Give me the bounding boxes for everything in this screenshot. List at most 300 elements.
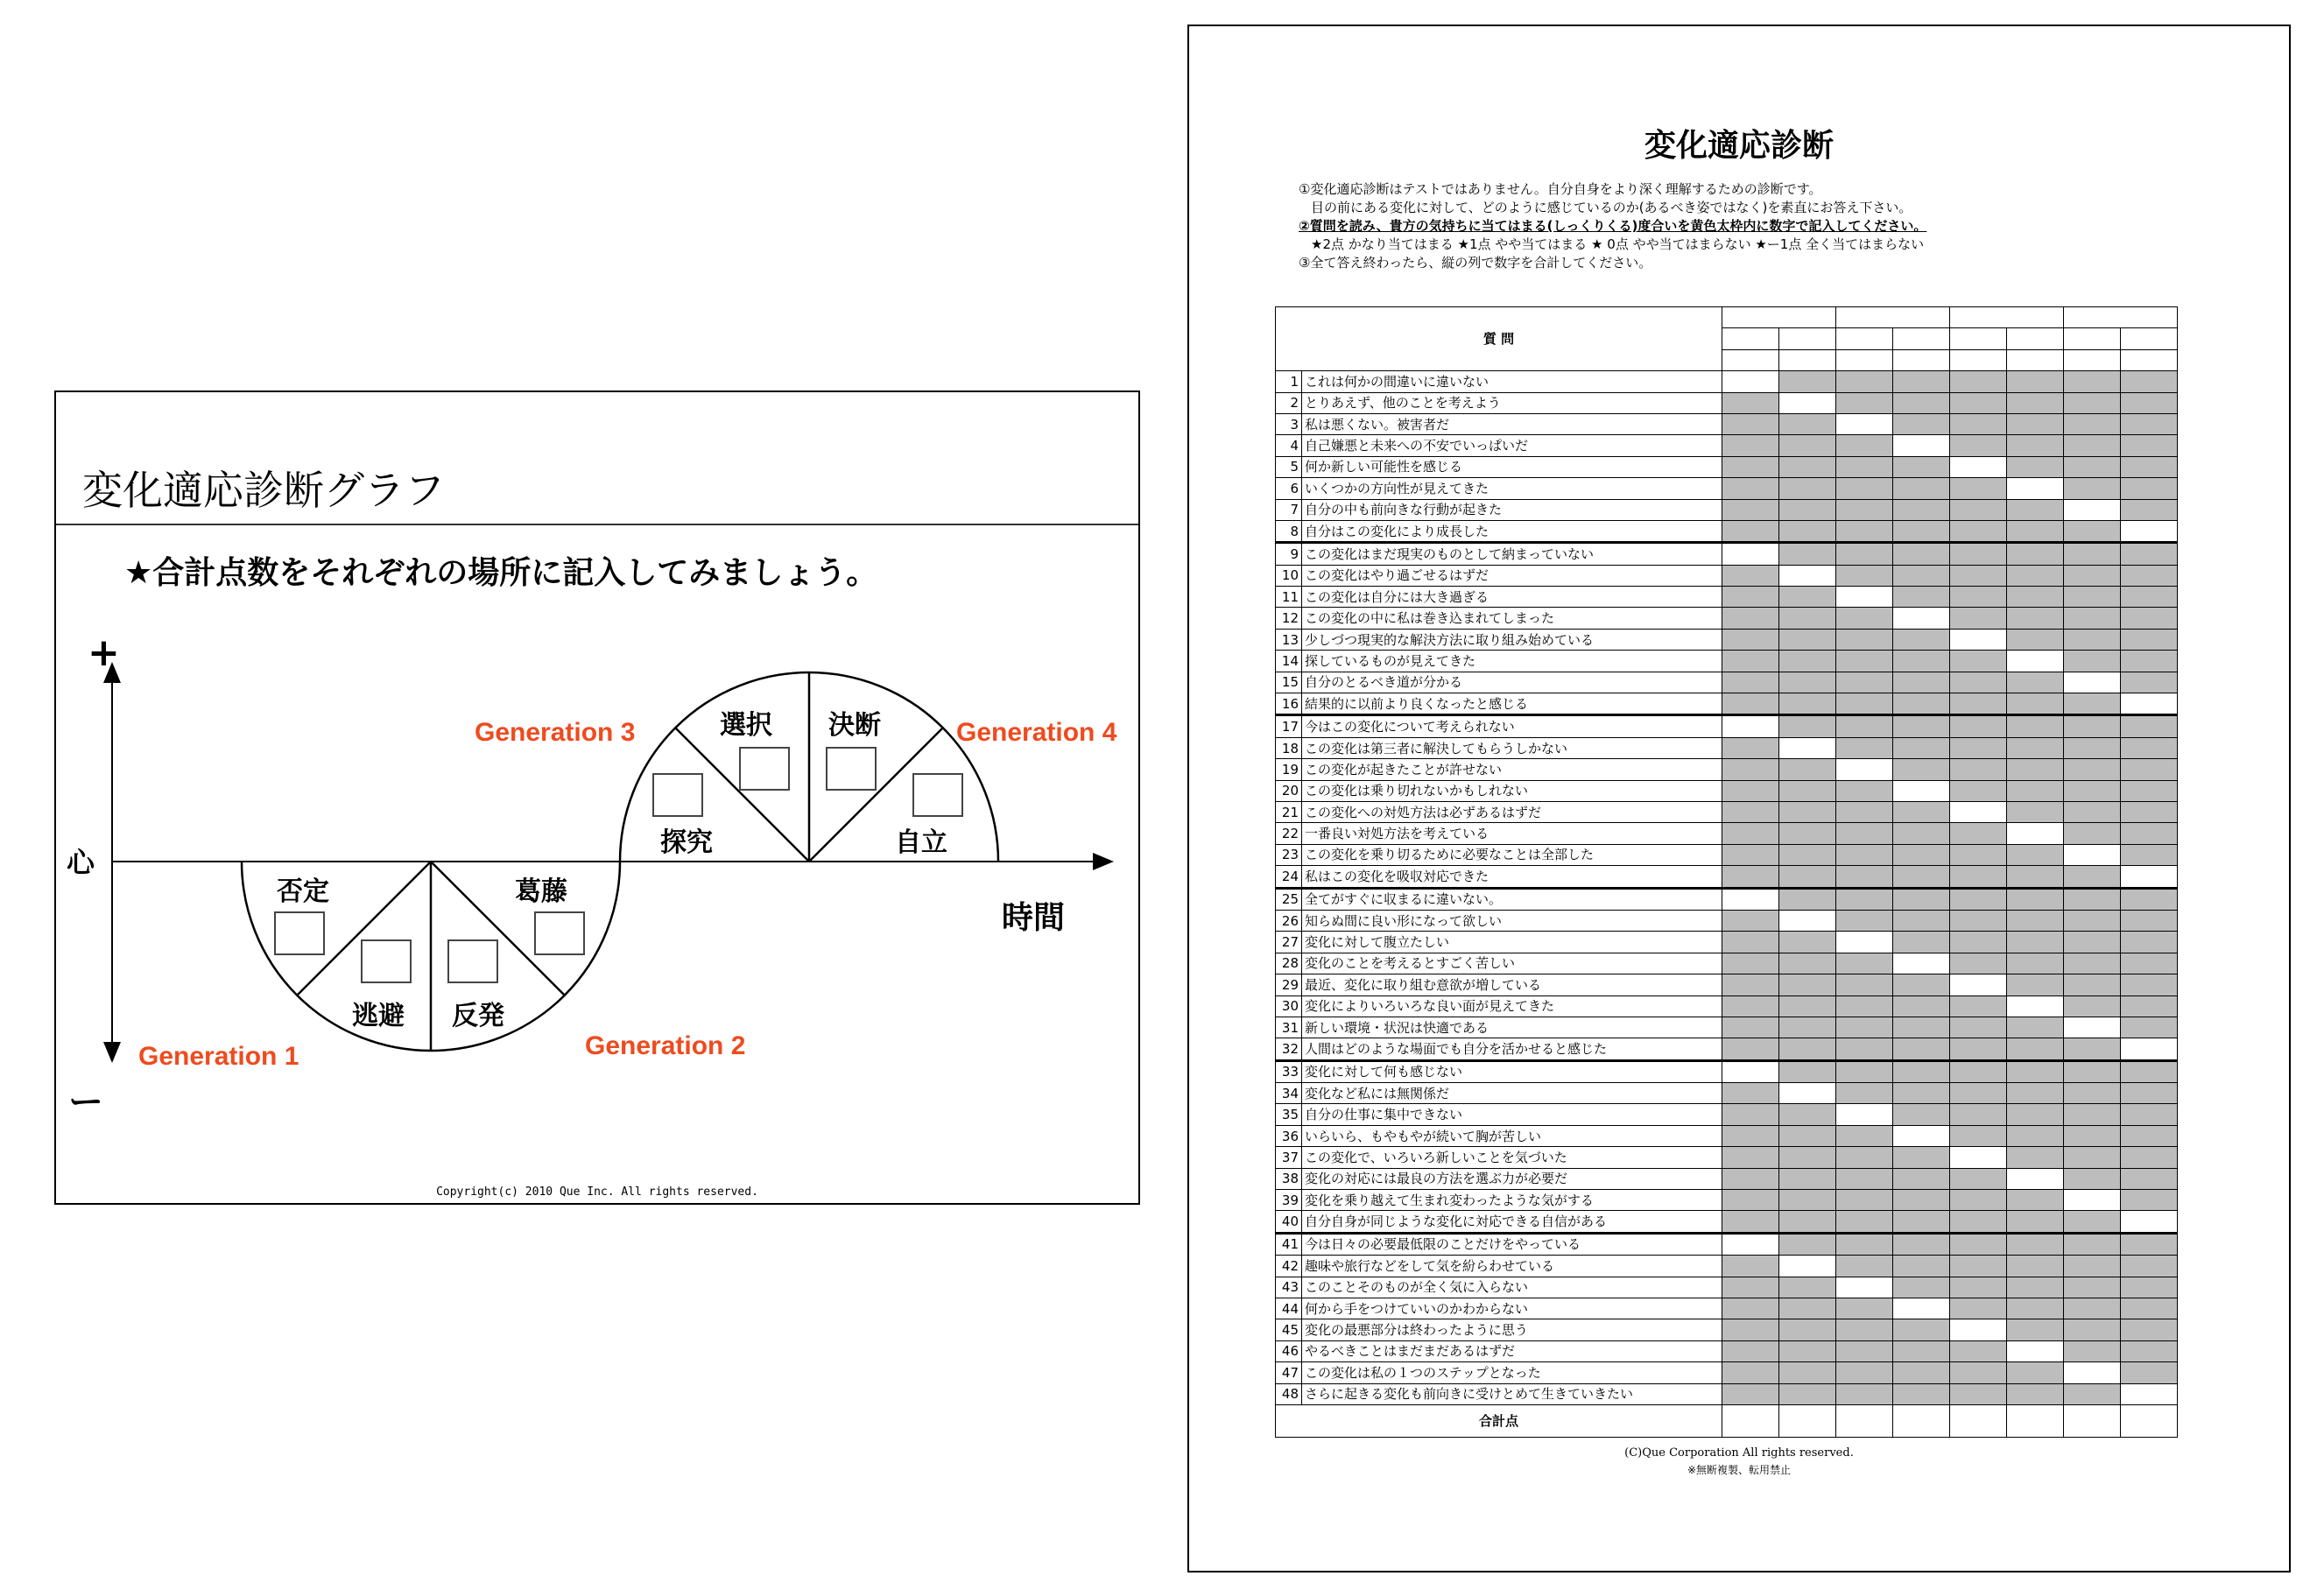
shaded-cell <box>1950 1104 2007 1125</box>
stage-escape: 逃避 <box>352 1001 405 1031</box>
question-row <box>1276 413 2178 434</box>
shaded-cell <box>2121 953 2178 974</box>
score-box-denial <box>275 912 324 954</box>
question-row <box>1276 866 2178 888</box>
question-number: 42 <box>1276 1256 1302 1277</box>
shaded-cell <box>1722 413 1779 434</box>
answer-cell[interactable] <box>2007 823 2064 844</box>
group-header <box>1950 307 2064 328</box>
shaded-cell <box>1893 1168 1950 1189</box>
shaded-cell <box>2121 715 2178 737</box>
shaded-cell <box>1893 1340 1950 1361</box>
shaded-cell <box>1836 456 1893 477</box>
shaded-cell <box>2121 392 2178 413</box>
answer-cell[interactable] <box>1836 1277 1893 1298</box>
shaded-cell <box>1893 1038 1950 1060</box>
question-row <box>1276 1017 2178 1038</box>
question-number: 44 <box>1276 1298 1302 1319</box>
question-text: 自己嫌悪と未来への不安でいっぱいだ <box>1302 435 1722 456</box>
shaded-cell <box>1722 737 1779 758</box>
shaded-cell <box>1950 715 2007 737</box>
shaded-cell <box>1836 1147 1893 1168</box>
shaded-cell <box>1779 844 1836 865</box>
question-row <box>1276 1083 2178 1104</box>
shaded-cell <box>1836 844 1893 865</box>
answer-cell[interactable] <box>1722 715 1779 737</box>
shaded-cell <box>1722 456 1779 477</box>
shaded-cell <box>2121 565 2178 586</box>
answer-cell[interactable] <box>2064 672 2121 693</box>
answer-cell[interactable] <box>1950 629 2007 650</box>
question-number: 16 <box>1276 693 1302 715</box>
shaded-cell <box>1722 1017 1779 1038</box>
total-cell[interactable] <box>1722 1404 1779 1437</box>
instruction-line: ★2点 かなり当てはまる ★1点 やや当てはまる ★ 0点 やや当てはまらない ★ー1点 全く当てはまらない <box>1311 236 1925 252</box>
shaded-cell <box>1893 844 1950 865</box>
answer-cell[interactable] <box>1779 565 1836 586</box>
question-text: 自分はこの変化により成長した <box>1302 520 1722 542</box>
answer-cell[interactable] <box>1950 1147 2007 1168</box>
column-header <box>1722 328 1779 349</box>
shaded-cell <box>1836 1256 1893 1277</box>
axis-plus-label: + <box>88 630 120 675</box>
question-number: 8 <box>1276 520 1302 542</box>
shaded-cell <box>1722 823 1779 844</box>
shaded-cell <box>1950 1168 2007 1189</box>
shaded-cell <box>1893 1104 1950 1125</box>
shaded-cell <box>2064 456 2121 477</box>
question-text: 変化に対して何も感じない <box>1302 1060 1722 1082</box>
shaded-cell <box>1893 693 1950 715</box>
shaded-cell <box>1950 1211 2007 1233</box>
shaded-cell <box>2064 1060 2121 1082</box>
question-row <box>1276 1233 2178 1255</box>
shaded-cell <box>2007 456 2064 477</box>
shaded-cell <box>2007 888 2064 910</box>
question-row <box>1276 823 2178 844</box>
answer-cell[interactable] <box>1950 801 2007 822</box>
shaded-cell <box>1836 608 1893 629</box>
question-row <box>1276 844 2178 865</box>
answer-cell[interactable] <box>2121 520 2178 542</box>
shaded-cell <box>1950 693 2007 715</box>
answer-cell[interactable] <box>1893 435 1950 456</box>
shaded-cell <box>1893 651 1950 672</box>
shaded-cell <box>2064 823 2121 844</box>
answer-cell[interactable] <box>1722 1060 1779 1082</box>
question-text: 私は悪くない。被害者だ <box>1302 413 1722 434</box>
answer-cell[interactable] <box>2064 499 2121 520</box>
total-cell[interactable] <box>1893 1404 1950 1437</box>
shaded-cell <box>2121 1298 2178 1319</box>
answer-cell[interactable] <box>2064 1362 2121 1383</box>
question-number: 3 <box>1276 413 1302 434</box>
column-header <box>2064 328 2121 349</box>
shaded-cell <box>1836 996 1893 1017</box>
shaded-cell <box>1722 996 1779 1017</box>
shaded-cell <box>1722 478 1779 499</box>
question-row <box>1276 672 2178 693</box>
shaded-cell <box>2007 543 2064 565</box>
shaded-cell <box>1722 1256 1779 1277</box>
question-row <box>1276 1340 2178 1361</box>
stage-decision: 決断 <box>828 710 881 741</box>
shaded-cell <box>1722 801 1779 822</box>
total-cell[interactable] <box>1836 1404 1893 1437</box>
question-text: この変化はまだ現実のものとして納まっていない <box>1302 543 1722 565</box>
shaded-cell <box>1950 435 2007 456</box>
shaded-cell <box>2064 1383 2121 1404</box>
shaded-cell <box>1893 499 1950 520</box>
question-text: 結果的に以前より良くなったと感じる <box>1302 693 1722 715</box>
answer-cell[interactable] <box>1779 392 1836 413</box>
answer-cell[interactable] <box>2064 1017 2121 1038</box>
stage-independence: 自立 <box>895 827 947 858</box>
question-number: 13 <box>1276 629 1302 650</box>
shaded-cell <box>1893 392 1950 413</box>
shaded-cell <box>2064 543 2121 565</box>
shaded-cell <box>2121 1233 2178 1255</box>
shaded-cell <box>1950 608 2007 629</box>
shaded-cell <box>2121 737 2178 758</box>
shaded-cell <box>1836 565 1893 586</box>
shaded-cell <box>2064 780 2121 801</box>
shaded-cell <box>1950 478 2007 499</box>
question-number: 10 <box>1276 565 1302 586</box>
shaded-cell <box>1722 1038 1779 1060</box>
total-cell[interactable] <box>2064 1404 2121 1437</box>
question-text: 変化によりいろいろな良い面が見えてきた <box>1302 996 1722 1017</box>
answer-cell[interactable] <box>2007 651 2064 672</box>
question-text: 最近、変化に取り組む意欲が増している <box>1302 974 1722 996</box>
shaded-cell <box>2121 844 2178 865</box>
answer-cell[interactable] <box>2007 996 2064 1017</box>
answer-cell[interactable] <box>1893 608 1950 629</box>
shaded-cell <box>1836 1211 1893 1233</box>
shaded-cell <box>2064 1233 2121 1255</box>
shaded-cell <box>1950 910 2007 931</box>
shaded-cell <box>1722 1319 1779 1340</box>
shaded-cell <box>1722 1190 1779 1211</box>
score-box-escape <box>362 940 411 982</box>
shaded-cell <box>1779 1233 1836 1255</box>
question-text: この変化は乗り切れないかもしれない <box>1302 780 1722 801</box>
shaded-cell <box>1779 866 1836 888</box>
question-number: 32 <box>1276 1038 1302 1060</box>
shaded-cell <box>1722 392 1779 413</box>
shaded-cell <box>1779 953 1836 974</box>
slide-title: 変化適応診断グラフ <box>82 467 445 514</box>
axis-time-label: 時間 <box>1002 900 1066 936</box>
shaded-cell <box>2007 1319 2064 1340</box>
shaded-cell <box>1836 371 1893 392</box>
shaded-cell <box>2121 1362 2178 1383</box>
score-box-conflict <box>535 912 584 954</box>
question-number: 31 <box>1276 1017 1302 1038</box>
shaded-cell <box>1722 435 1779 456</box>
stage-rebellion: 反発 <box>452 1001 504 1031</box>
answer-cell[interactable] <box>2064 1190 2121 1211</box>
question-row <box>1276 996 2178 1017</box>
shaded-cell <box>2007 371 2064 392</box>
shaded-cell <box>2121 456 2178 477</box>
shaded-cell <box>1779 715 1836 737</box>
axis-heart-label: 心 <box>67 846 95 879</box>
answer-cell[interactable] <box>2007 1340 2064 1361</box>
question-number: 2 <box>1276 392 1302 413</box>
shaded-cell <box>2121 608 2178 629</box>
shaded-cell <box>1836 974 1893 996</box>
stage-choice: 選択 <box>720 710 772 741</box>
total-cell[interactable] <box>2007 1404 2064 1437</box>
shaded-cell <box>2007 866 2064 888</box>
shaded-cell <box>1893 1190 1950 1211</box>
instruction-line: ②質問を読み、貴方の気持ちに当てはまる(しっくりくる)度合いを黄色太枠内に数字で記入してください。 <box>1299 218 1927 234</box>
shaded-cell <box>1950 651 2007 672</box>
shaded-cell <box>1893 932 1950 953</box>
answer-cell[interactable] <box>2121 866 2178 888</box>
shaded-cell <box>2007 801 2064 822</box>
question-number: 22 <box>1276 823 1302 844</box>
shaded-cell <box>1893 1319 1950 1340</box>
answer-cell[interactable] <box>2064 844 2121 865</box>
shaded-cell <box>1779 478 1836 499</box>
column-header <box>1950 328 2007 349</box>
shaded-cell <box>2064 1104 2121 1125</box>
question-row <box>1276 1298 2178 1319</box>
answer-cell[interactable] <box>2121 1383 2178 1404</box>
shaded-cell <box>1779 1277 1836 1298</box>
answer-cell[interactable] <box>1779 737 1836 758</box>
answer-cell[interactable] <box>1893 1298 1950 1319</box>
shaded-cell <box>2007 1383 2064 1404</box>
shaded-cell <box>1836 478 1893 499</box>
shaded-cell <box>1722 1362 1779 1383</box>
shaded-cell <box>1950 953 2007 974</box>
shaded-cell <box>1779 1362 1836 1383</box>
question-text: 変化など私には無関係だ <box>1302 1083 1722 1104</box>
answer-cell[interactable] <box>2007 478 2064 499</box>
question-row <box>1276 587 2178 608</box>
question-number: 26 <box>1276 910 1302 931</box>
shaded-cell <box>1950 499 2007 520</box>
question-text: この変化への対処方法は必ずあるはずだ <box>1302 801 1722 822</box>
question-text: 今は日々の必要最低限のことだけをやっている <box>1302 1233 1722 1255</box>
shaded-cell <box>1722 651 1779 672</box>
shaded-cell <box>1950 587 2007 608</box>
shaded-cell <box>2007 1017 2064 1038</box>
answer-cell[interactable] <box>1836 759 1893 780</box>
shaded-cell <box>1722 587 1779 608</box>
shaded-cell <box>1779 1298 1836 1319</box>
shaded-cell <box>1779 996 1836 1017</box>
answer-cell[interactable] <box>1722 371 1779 392</box>
shaded-cell <box>1893 996 1950 1017</box>
shaded-cell <box>1779 672 1836 693</box>
question-row <box>1276 1147 2178 1168</box>
answer-cell[interactable] <box>1893 1125 1950 1146</box>
shaded-cell <box>2121 1083 2178 1104</box>
shaded-cell <box>1779 693 1836 715</box>
shaded-cell <box>1950 844 2007 865</box>
question-text: 一番良い対処方法を考えている <box>1302 823 1722 844</box>
question-text: 趣味や旅行などをして気を紛らわせている <box>1302 1256 1722 1277</box>
answer-cell[interactable] <box>1950 456 2007 477</box>
answer-cell[interactable] <box>2007 1168 2064 1189</box>
sheet-title: 変化適応診断 <box>1644 128 1834 164</box>
shaded-cell <box>1950 413 2007 434</box>
question-row <box>1276 499 2178 520</box>
shaded-cell <box>1836 953 1893 974</box>
shaded-cell <box>1950 1277 2007 1298</box>
answer-cell[interactable] <box>1950 1319 2007 1340</box>
shaded-cell <box>1893 1362 1950 1383</box>
shaded-cell <box>2007 565 2064 586</box>
question-number: 41 <box>1276 1233 1302 1255</box>
shaded-cell <box>2121 780 2178 801</box>
shaded-cell <box>1950 672 2007 693</box>
column-header <box>1836 328 1893 349</box>
shaded-cell <box>1950 823 2007 844</box>
stage-explore: 探究 <box>660 827 713 858</box>
shaded-cell <box>2007 608 2064 629</box>
answer-cell[interactable] <box>1779 910 1836 931</box>
shaded-cell <box>2007 1125 2064 1146</box>
shaded-cell <box>1779 823 1836 844</box>
shaded-cell <box>1836 499 1893 520</box>
shaded-cell <box>1779 759 1836 780</box>
total-cell[interactable] <box>1950 1404 2007 1437</box>
shaded-cell <box>1722 520 1779 542</box>
shaded-cell <box>1836 910 1893 931</box>
answer-cell[interactable] <box>1722 1233 1779 1255</box>
shaded-cell <box>2121 1147 2178 1168</box>
shaded-cell <box>1893 1383 1950 1404</box>
question-row <box>1276 1319 2178 1340</box>
question-text: 私はこの変化を吸収対応できた <box>1302 866 1722 888</box>
answer-cell[interactable] <box>1836 587 1893 608</box>
shaded-cell <box>1722 866 1779 888</box>
answer-cell[interactable] <box>1779 1083 1836 1104</box>
generation-3-label: Generation 3 <box>475 718 636 747</box>
question-text: この変化の中に私は巻き込まれてしまった <box>1302 608 1722 629</box>
shaded-cell <box>1836 1298 1893 1319</box>
instruction-line: 目の前にある変化に対して、どのように感じているのか(あるべき姿ではなく)を素直にお答え下さい。 <box>1311 200 1912 215</box>
graph-slide <box>54 390 1140 1205</box>
shaded-cell <box>2007 737 2064 758</box>
shaded-cell <box>2121 629 2178 650</box>
shaded-cell <box>1893 520 1950 542</box>
question-text: 少しづつ現実的な解決方法に取り組み始めている <box>1302 629 1722 650</box>
question-text: 変化の最悪部分は終わったように思う <box>1302 1319 1722 1340</box>
shaded-cell <box>2064 866 2121 888</box>
shaded-cell <box>2007 1147 2064 1168</box>
answer-cell[interactable] <box>1722 543 1779 565</box>
shaded-cell <box>1722 608 1779 629</box>
question-row <box>1276 1256 2178 1277</box>
shaded-cell <box>2007 520 2064 542</box>
answer-cell[interactable] <box>1836 1104 1893 1125</box>
shaded-cell <box>1950 1060 2007 1082</box>
shaded-cell <box>1779 1017 1836 1038</box>
question-text: 今はこの変化について考えられない <box>1302 715 1722 737</box>
answer-cell[interactable] <box>2121 1211 2178 1233</box>
generation-2-label: Generation 2 <box>585 1031 746 1060</box>
shaded-cell <box>2064 693 2121 715</box>
answer-cell[interactable] <box>1722 888 1779 910</box>
question-number: 17 <box>1276 715 1302 737</box>
shaded-cell <box>1893 737 1950 758</box>
shaded-cell <box>1950 1383 2007 1404</box>
shaded-cell <box>2121 1256 2178 1277</box>
shaded-cell <box>1893 801 1950 822</box>
shaded-cell <box>2121 499 2178 520</box>
shaded-cell <box>1893 456 1950 477</box>
answer-cell[interactable] <box>1893 953 1950 974</box>
question-number: 35 <box>1276 1104 1302 1125</box>
shaded-cell <box>2007 1060 2064 1082</box>
shaded-cell <box>2007 1362 2064 1383</box>
shaded-cell <box>2064 478 2121 499</box>
axis-minus-label: ー <box>68 1082 103 1122</box>
shaded-cell <box>1779 587 1836 608</box>
question-text: 知らぬ間に良い形になって欲しい <box>1302 910 1722 931</box>
question-number: 34 <box>1276 1083 1302 1104</box>
shaded-cell <box>2064 371 2121 392</box>
answer-cell[interactable] <box>2121 1038 2178 1060</box>
shaded-cell <box>1836 1362 1893 1383</box>
question-number: 37 <box>1276 1147 1302 1168</box>
shaded-cell <box>1722 759 1779 780</box>
question-row <box>1276 456 2178 477</box>
total-cell[interactable] <box>2121 1404 2178 1437</box>
shaded-cell <box>2007 1298 2064 1319</box>
shaded-cell <box>1893 974 1950 996</box>
answer-cell[interactable] <box>1836 413 1893 434</box>
question-number: 18 <box>1276 737 1302 758</box>
total-cell[interactable] <box>1779 1404 1836 1437</box>
answer-cell[interactable] <box>1893 780 1950 801</box>
answer-cell[interactable] <box>2121 693 2178 715</box>
answer-cell[interactable] <box>1950 974 2007 996</box>
shaded-cell <box>1779 801 1836 822</box>
shaded-cell <box>1893 371 1950 392</box>
shaded-cell <box>1836 823 1893 844</box>
shaded-cell <box>2064 1211 2121 1233</box>
shaded-cell <box>1950 1125 2007 1146</box>
generation-1-label: Generation 1 <box>138 1042 299 1071</box>
question-number: 48 <box>1276 1383 1302 1404</box>
question-text: いくつかの方向性が見えてきた <box>1302 478 1722 499</box>
shaded-cell <box>2064 1298 2121 1319</box>
shaded-cell <box>2007 910 2064 931</box>
shaded-cell <box>2121 478 2178 499</box>
answer-cell[interactable] <box>1836 932 1893 953</box>
question-row <box>1276 1104 2178 1125</box>
shaded-cell <box>1722 953 1779 974</box>
answer-cell[interactable] <box>1779 1256 1836 1277</box>
question-number: 4 <box>1276 435 1302 456</box>
shaded-cell <box>2064 996 2121 1017</box>
shaded-cell <box>1722 910 1779 931</box>
shaded-cell <box>2007 932 2064 953</box>
shaded-cell <box>1722 1383 1779 1404</box>
shaded-cell <box>1722 693 1779 715</box>
shaded-cell <box>1836 780 1893 801</box>
shaded-cell <box>2064 1319 2121 1340</box>
shaded-cell <box>1893 1017 1950 1038</box>
shaded-cell <box>2007 629 2064 650</box>
